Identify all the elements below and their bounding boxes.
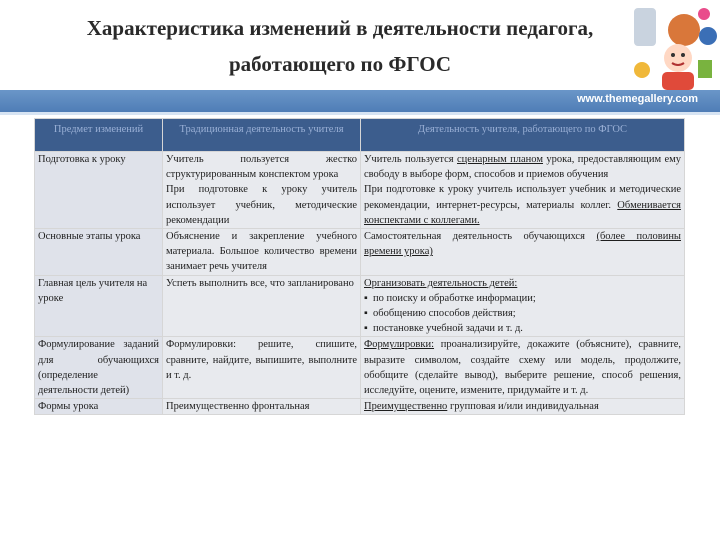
fgos-text: Преимущественно групповая и/или индивидуальная [364,401,599,413]
fgos-text: При подготовке к уроку учитель использует учебник и методические рекомендации, интернет-ресурсы, материалы коллег. Обменивается конспектами с коллегами. [364,184,681,226]
table-row [35,152,685,229]
bullet-item: ▪ по поиску и обработке информации; [364,292,536,304]
traditional-text: При подготовке к уроку учитель использует учебник, методические рекомендации [166,184,357,226]
traditional-cell [163,229,361,276]
subject-cell: Формулирование заданий для обучающихся (определение деятельности детей) [35,337,163,399]
subject-cell: Формы урока [35,399,163,415]
table-row [35,337,685,399]
comparison-table [34,118,685,415]
slide-title-line2: работающего по ФГОС [228,52,452,76]
traditional-text: Объяснение и закрепление учебного материала. Большое количество времени занимает речь учителя [166,231,357,273]
decorative-clipart-image [628,0,720,92]
bullet-item: ▪ постановке учебной задачи и т. д. [364,323,523,335]
table-row [35,275,685,337]
slide-title-line1: Характеристика изменений в деятельности педагога, [86,16,594,40]
fgos-cell [361,399,685,415]
subject-cell: Подготовка к уроку [35,152,163,229]
column-header-subject: Предмет изменений [35,119,163,152]
table-row [35,229,685,276]
url-banner [0,90,720,112]
fgos-text: Организовать деятельность детей: [364,277,518,289]
traditional-cell [163,399,361,415]
traditional-text: Учитель пользуется жестко структурированным конспектом урока [166,154,357,181]
subject-cell: Основные этапы урока [35,229,163,276]
fgos-text: Учитель пользуется сценарным планом урока, предоставляющим ему свободу в выборе форм, способов и приемов обучения [364,154,682,181]
traditional-text: Формулировки: решите, спишите, сравните, найдите, выпишите, выполните и т. д. [166,339,357,381]
banner-url: www.themegallery.com [576,93,698,105]
subject-cell: Главная цель учителя на уроке [35,275,163,337]
traditional-cell [163,337,361,399]
traditional-cell [163,152,361,229]
fgos-text: Самостоятельная деятельность обучающихся (более половины времени урока) [364,231,681,258]
title-area [0,0,720,90]
fgos-text: Формулировки: проанализируйте, докажите (объясните), сравните, выразите символом, создайте схему или модель, продолжите, обобщите (сделайте вывод), выберите решение, способ решения, исследуйте, оцените, измените, придумайте и т. д. [364,339,681,397]
slide-title [40,10,640,82]
traditional-text: Преимущественно фронтальная [166,401,310,413]
fgos-cell [361,152,685,229]
banner-stripe [0,112,720,115]
traditional-text: Успеть выполнить все, что запланировано [166,277,354,289]
table-header-row [35,119,685,152]
column-header-traditional: Традиционная деятельность учителя [163,119,361,152]
table-row [35,399,685,415]
fgos-cell [361,275,685,337]
fgos-cell [361,337,685,399]
column-header-fgos: Деятельность учителя, работающего по ФГОС [361,119,685,152]
bullet-item: ▪ обобщению способов действия; [364,308,516,320]
traditional-cell [163,275,361,337]
fgos-cell [361,229,685,276]
